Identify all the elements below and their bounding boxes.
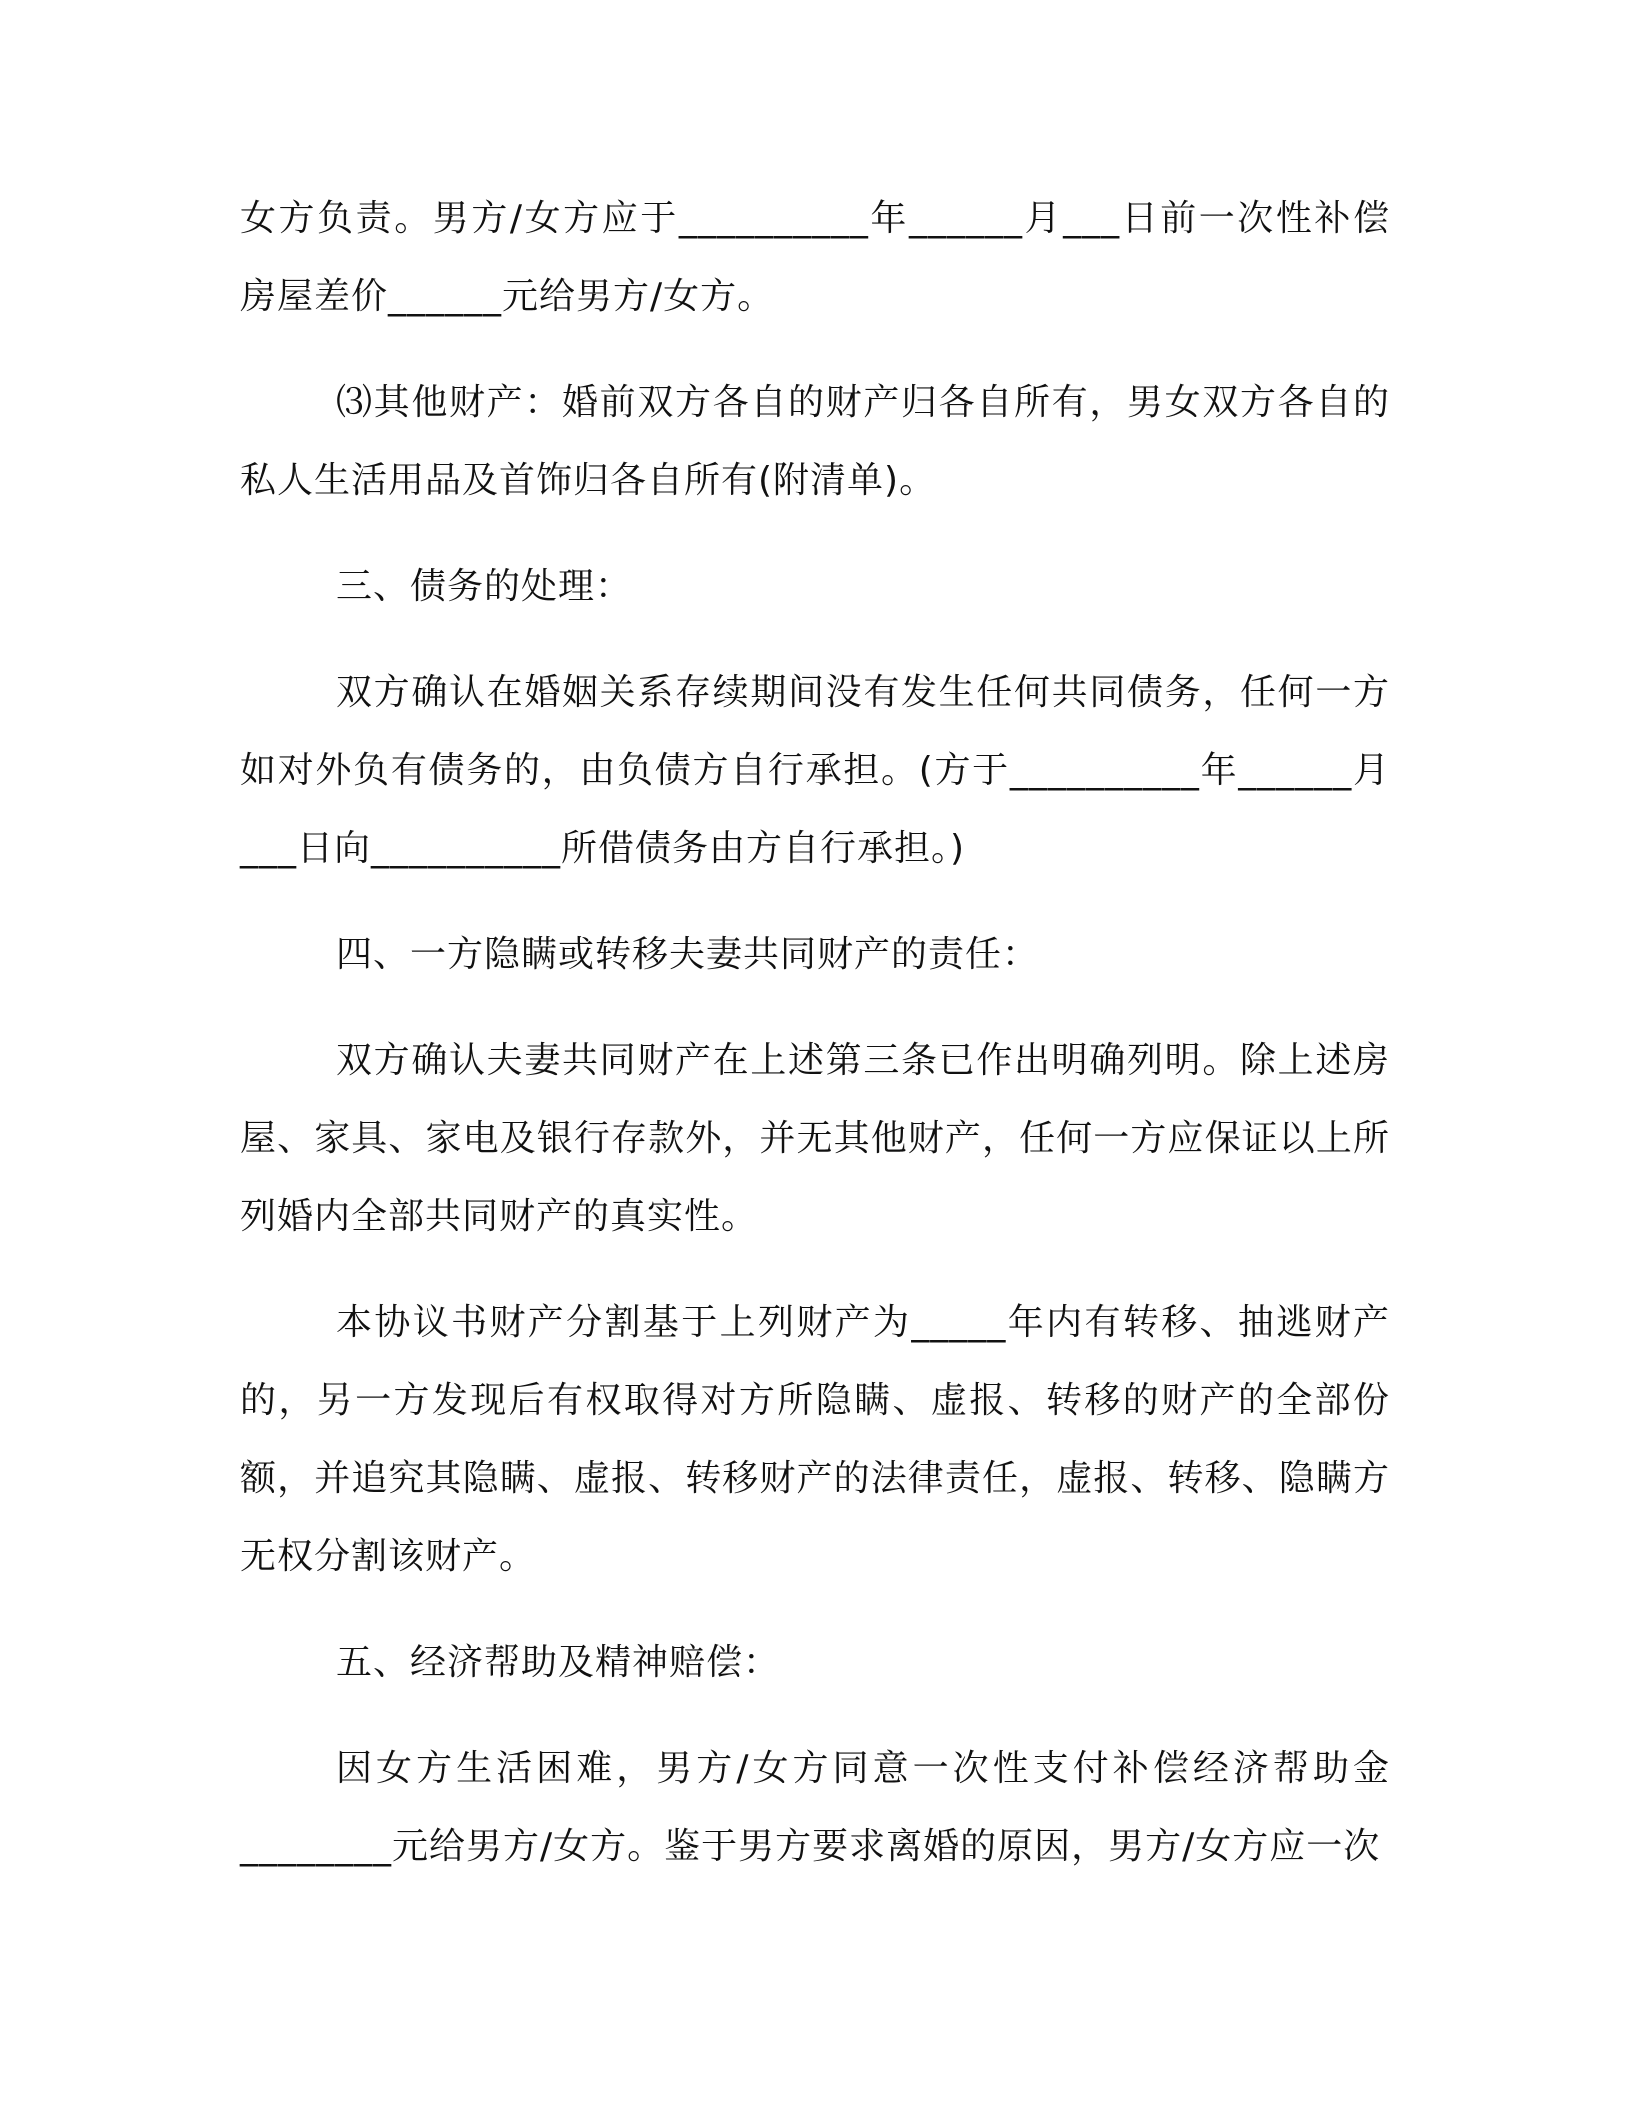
paragraph-continuation: 女方负责。男方/女方应于__________年______月___日前一次性补偿房屋差价______元给男方/女方。 bbox=[240, 198, 1390, 317]
paragraph-joint-property-confirmation: 双方确认夫妻共同财产在上述第三条已作出明确列明。除上述房屋、家具、家电及银行存款外，并无其他财产，任何一方应保证以上所列婚内全部共同财产的真实性。 bbox=[240, 1040, 1390, 1237]
paragraph-other-property: ⑶其他财产：婚前双方各自的财产归各自所有，男女双方各自的私人生活用品及首饰归各自所有(附清单)。 bbox=[240, 382, 1390, 501]
document-body bbox=[240, 180, 1390, 1914]
section-heading-debts: 三、债务的处理： bbox=[336, 566, 633, 607]
paragraph-debts: 双方确认在婚姻关系存续期间没有发生任何共同债务，任何一方如对外负有债务的，由负债方自行承担。(方于__________年______月___日向__________所借债务由方自行承担。) bbox=[240, 672, 1390, 869]
paragraph-concealment-liability: 本协议书财产分割基于上列财产为_____年内有转移、抽逃财产的，另一方发现后有权取得对方所隐瞒、虚报、转移的财产的全部份额，并追究其隐瞒、虚报、转移财产的法律责任，虚报、转移、隐瞒方无权分割该财产。 bbox=[240, 1302, 1390, 1577]
section-heading-concealment: 四、一方隐瞒或转移夫妻共同财产的责任： bbox=[336, 934, 1040, 975]
section-heading-compensation: 五、经济帮助及精神赔偿： bbox=[336, 1642, 781, 1683]
paragraph-compensation: 因女方生活困难，男方/女方同意一次性支付补偿经济帮助金________元给男方/女方。鉴于男方要求离婚的原因，男方/女方应一次 bbox=[240, 1748, 1390, 1867]
